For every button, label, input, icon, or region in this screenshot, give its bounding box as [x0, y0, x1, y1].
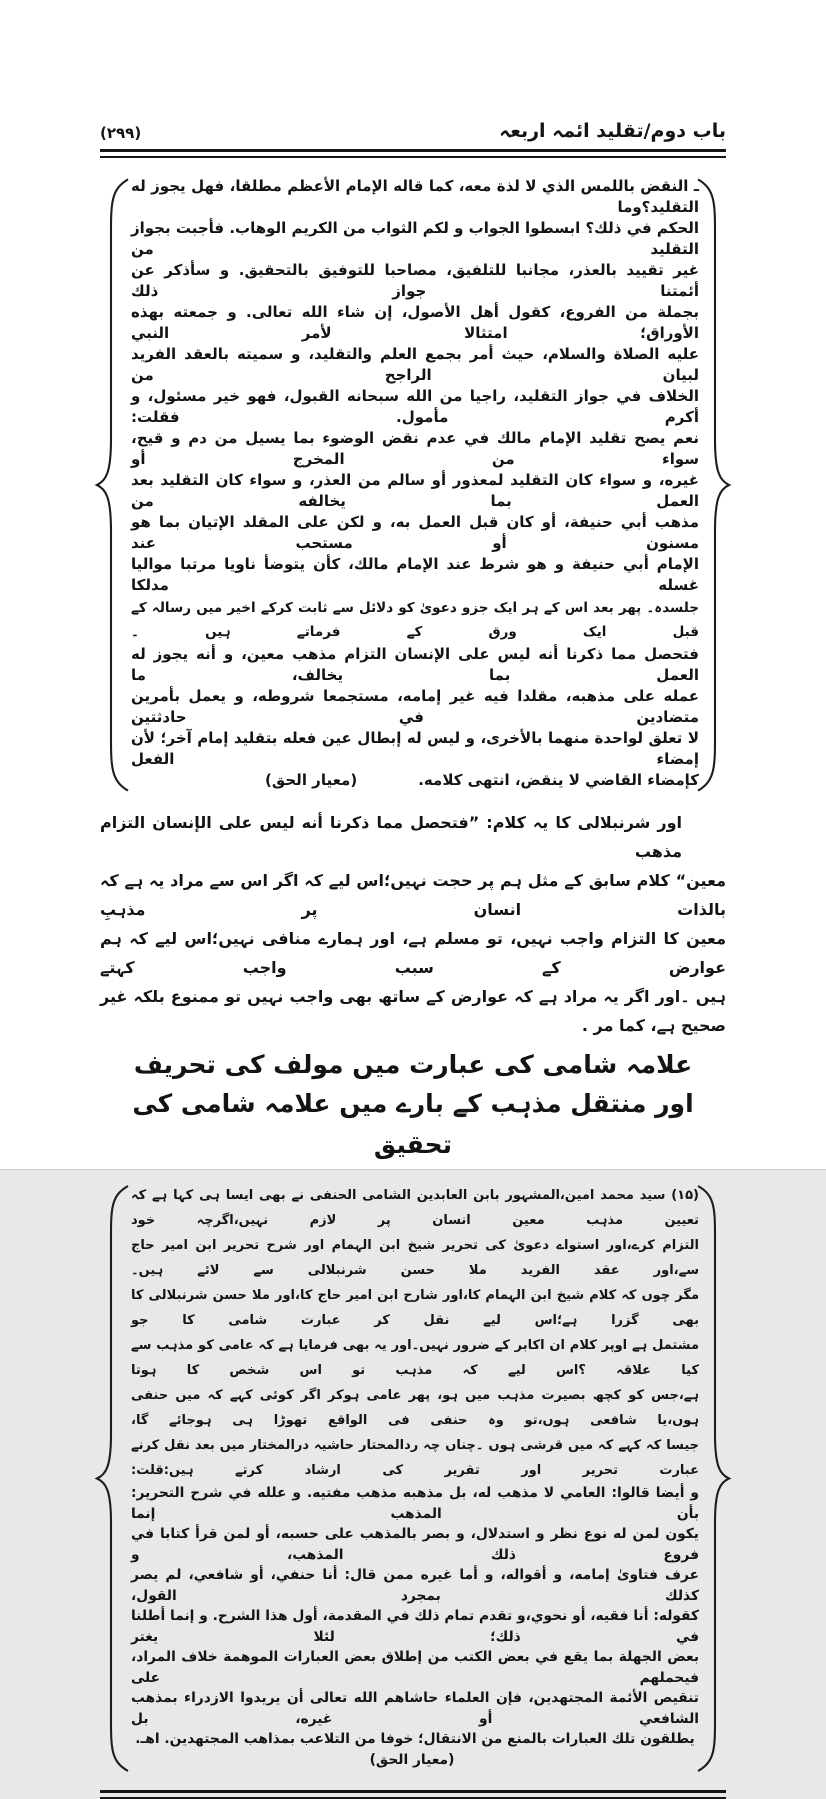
text-line: عمله على مذهبه، مقلدا فيه غير إمامه، مستجمعا شروطه، و يعمل بأمرين متضادين في حادثتين	[131, 687, 699, 726]
text-line: جلسدہ۔ پھر بعد اس کے ہر ایک جزو دعویٰ کو دلائل سے ثابت کرکے اخیر میں رسالہ کے قبل ایک ورق کے فرماتے ہیں ۔	[131, 600, 699, 640]
text-line: معين“ کلام سابق کے مثل ہم پر حجت نہیں؛اس لیے کہ اگر اس سے مراد یہ ہے کہ بالذات انسان پر مذہبِ	[100, 871, 726, 919]
page-number: (۲۹۹)	[100, 124, 142, 142]
text-line: جیسا کہ کہے کہ میں قرشی ہوں ۔چناں چہ ردالمحتار حاشیہ درالمختار میں بعد نقل کرنے عبارت تحریر اور تقریر کی ارشاد کرتے ہیں:قلت:	[131, 1438, 699, 1478]
text-line: معین کا التزام واجب نہیں، تو مسلم ہے، اور ہمارے منافی نہیں؛اس لیے کہ ہم عوارض کے سبب واجب کہتے	[100, 929, 726, 977]
urdu-commentary-paragraph	[100, 808, 726, 1040]
text-line: مگر چوں کہ کلام شیخ ابن الہمام کا،اور شارح ابن امیر حاج کا،اور ملا حسن شرنبلالی کا بھی گزرا ہے؛اس لیے نقل کر عبارت شامی کا جو	[131, 1288, 699, 1328]
closing-text: كإمضاء القاضي لا ينقض، انتهى كلامه.	[418, 771, 699, 789]
section-heading-1: علامہ شامی کی عبارت میں مولف کی تحریف	[133, 1050, 693, 1079]
quote-closing-1	[100, 770, 726, 799]
text-line: لا تعلق لواحدة منهما بالأخرى، و ليس له إبطال عين فعله بتقليد إمام آخر؛ لأن إمضاء الفعل	[131, 729, 699, 768]
bottom-double-rule	[100, 1790, 726, 1799]
text-line: الإمام أبي حنيفة و هو شرط عند الإمام مالك، كأن يتوضأ ناويا مرتبا مواليا غسله مدلكا	[131, 555, 699, 594]
section-heading-2: اور منتقل مذہب کے بارے میں علامہ شامی کی تحقیق	[132, 1089, 694, 1159]
text-line: الحكم في ذلك؟ ابسطوا الجواب و لكم الثواب من الكريم الوهاب. فأجبت بجواز التقليد من	[131, 219, 699, 258]
quote-block-2	[100, 1178, 726, 1779]
text-line: كقوله: أنا فقيه، أو نحوي،و تقدم تمام ذلك في المقدمة، أول هذا الشرح. و إنما أطلنا في ذلك؛ لئلا يغتر	[131, 1608, 699, 1645]
quote-lines-2	[100, 1178, 726, 1729]
text-line: الخلاف في جواز التقليد، راجيا من الله سبحانه القبول، فهو خير مسئول، و أكرم مأمول. فقلت:	[131, 387, 699, 426]
arabic-quote-block-1	[100, 171, 726, 799]
section-headings	[100, 1046, 726, 1165]
left-brace-icon	[94, 171, 130, 799]
text-line: و أيضا قالوا: العامي لا مذهب له، بل مذهبه مذهب مفتيه. و علله في شرح التحرير: بأن المذهب إنما	[131, 1485, 699, 1522]
text-line: نعم يصح تقليد الإمام مالك في عدم نقض الوضوء بما يسيل من دم و قيح، سواء من المخرج أو	[131, 429, 699, 468]
text-line: مشتمل ہے اوپر کلام ان اکابر کے ضرور نہیں۔اور یہ بھی فرمایا ہے کہ عامی کو مذہب سے کیا علاقہ ؟اس لیے کہ مذہب تو اس شخص کا ہوتا	[131, 1338, 699, 1378]
text-line: بجملة من الفروع، كقول أهل الأصول، إن شاء الله تعالى. و جمعته بهذه الأوراق؛ امتثالا لأمر النبي	[131, 303, 699, 342]
page-header	[100, 0, 726, 142]
text-line: عليه الصلاة والسلام، حيث أمر بجمع العلم والتقليد، و سميته بالعقد الفريد لبيان الراجح من	[131, 345, 699, 384]
chapter-title: باب دوم/تقلید ائمہ اربعہ	[499, 120, 726, 142]
text-line: يكون لمن له نوع نظر و استدلال، و بصر بالمذهب على حسبه، أو لمن قرأ كتابا في فروع ذلك المذهب، و	[131, 1526, 699, 1563]
text-line: ـ النقض باللمس الذي لا لذة معه، كما قاله الإمام الأعظم مطلقا، فهل يجوز له التقليد؟وما	[131, 177, 699, 216]
right-brace-icon	[696, 171, 732, 799]
page-content	[100, 0, 726, 1799]
source-label: (معيار الحق)	[265, 771, 358, 789]
text-line: اور شرنبلالی کا یہ کلام: ”فتحصل مما ذكرنا أنه ليس على الإنسان التزام مذهب	[100, 813, 682, 861]
top-double-rule	[100, 149, 726, 158]
text-line: ہیں ۔اور اگر یہ مراد ہے کہ عوارض کے ساتھ بھی واجب نہیں تو ممنوع بلکہ غیر صحیح ہے، کما مر .	[100, 987, 726, 1035]
source-label: (معيار الحق)	[369, 1752, 455, 1768]
text-line: (۱۵) سید محمد امین،المشہور بابن العابدین الشامی الحنفی نے بھی ایسا ہی کہا ہے کہ تعیین مذہب معین انسان پر لازم نہیں،اگرچہ خود	[131, 1188, 699, 1228]
text-line: التزام کرے،اور استواے دعویٰ کی تحریر شیخ ابن الہمام اور شرح تحریر ابن امیر حاج سے،اور عقد الفرید ملا حسن شرنبلالی سے لائے ہیں۔	[131, 1238, 699, 1278]
closing-text: يطلقون تلك العبارات بالمنع من الانتقال؛ خوفا من التلاعب بمذاهب المجتهدين. اهـ.	[135, 1731, 695, 1747]
text-line: فتحصل مما ذكرنا أنه ليس على الإنسان التزام مذهب معين، و أنه يجوز له العمل بما يخالف، ما	[131, 645, 699, 684]
text-line: غيره، و سواء كان التقليد لمعذور أو سالم من العذر، و سواء كان التقليد بعد العمل بما يخالفه من	[131, 471, 699, 510]
quote-lines-1	[100, 171, 726, 770]
text-line: بعض الجهلة بما يقع في بعض الكتب من إطلاق بعض العبارات الموهمة خلاف المراد، فيحملهم على	[131, 1649, 699, 1686]
left-brace-icon	[94, 1178, 130, 1779]
text-line: ہے،جس کو کچھ بصیرت مذہب میں ہو، پھر عامی ہوکر اگر کوئی کہے کہ میں حنفی ہوں،یا شافعی ہوں،تو وہ حنفی فی الواقع تھوڑا ہی ہوجائے گا،	[131, 1388, 699, 1428]
quote-closing-2	[100, 1729, 726, 1779]
text-line: غير تقييد بالعذر، مجانبا للتلفيق، مصاحبا للتوفيق بالتحقيق. و سأذكر عن أئمتنا جواز ذلك	[131, 261, 699, 300]
text-line: تنقيص الأئمة المجتهدين، فإن العلماء حاشاهم الله تعالى أن يريدوا الازدراء بمذهب الشافعي أو غيره، بل	[131, 1690, 699, 1727]
right-brace-icon	[696, 1178, 732, 1779]
text-line: مذهب أبي حنيفة، أو كان قبل العمل به، و لكن على المقلد الإتيان بما هو مسنون أو مستحب عند	[131, 513, 699, 552]
text-line: عرف فتاوىٰ إمامه، و أقواله، و أما غيره ممن قال: أنا حنفي، أو شافعي، لم يصر كذلك بمجرد القول،	[131, 1567, 699, 1604]
